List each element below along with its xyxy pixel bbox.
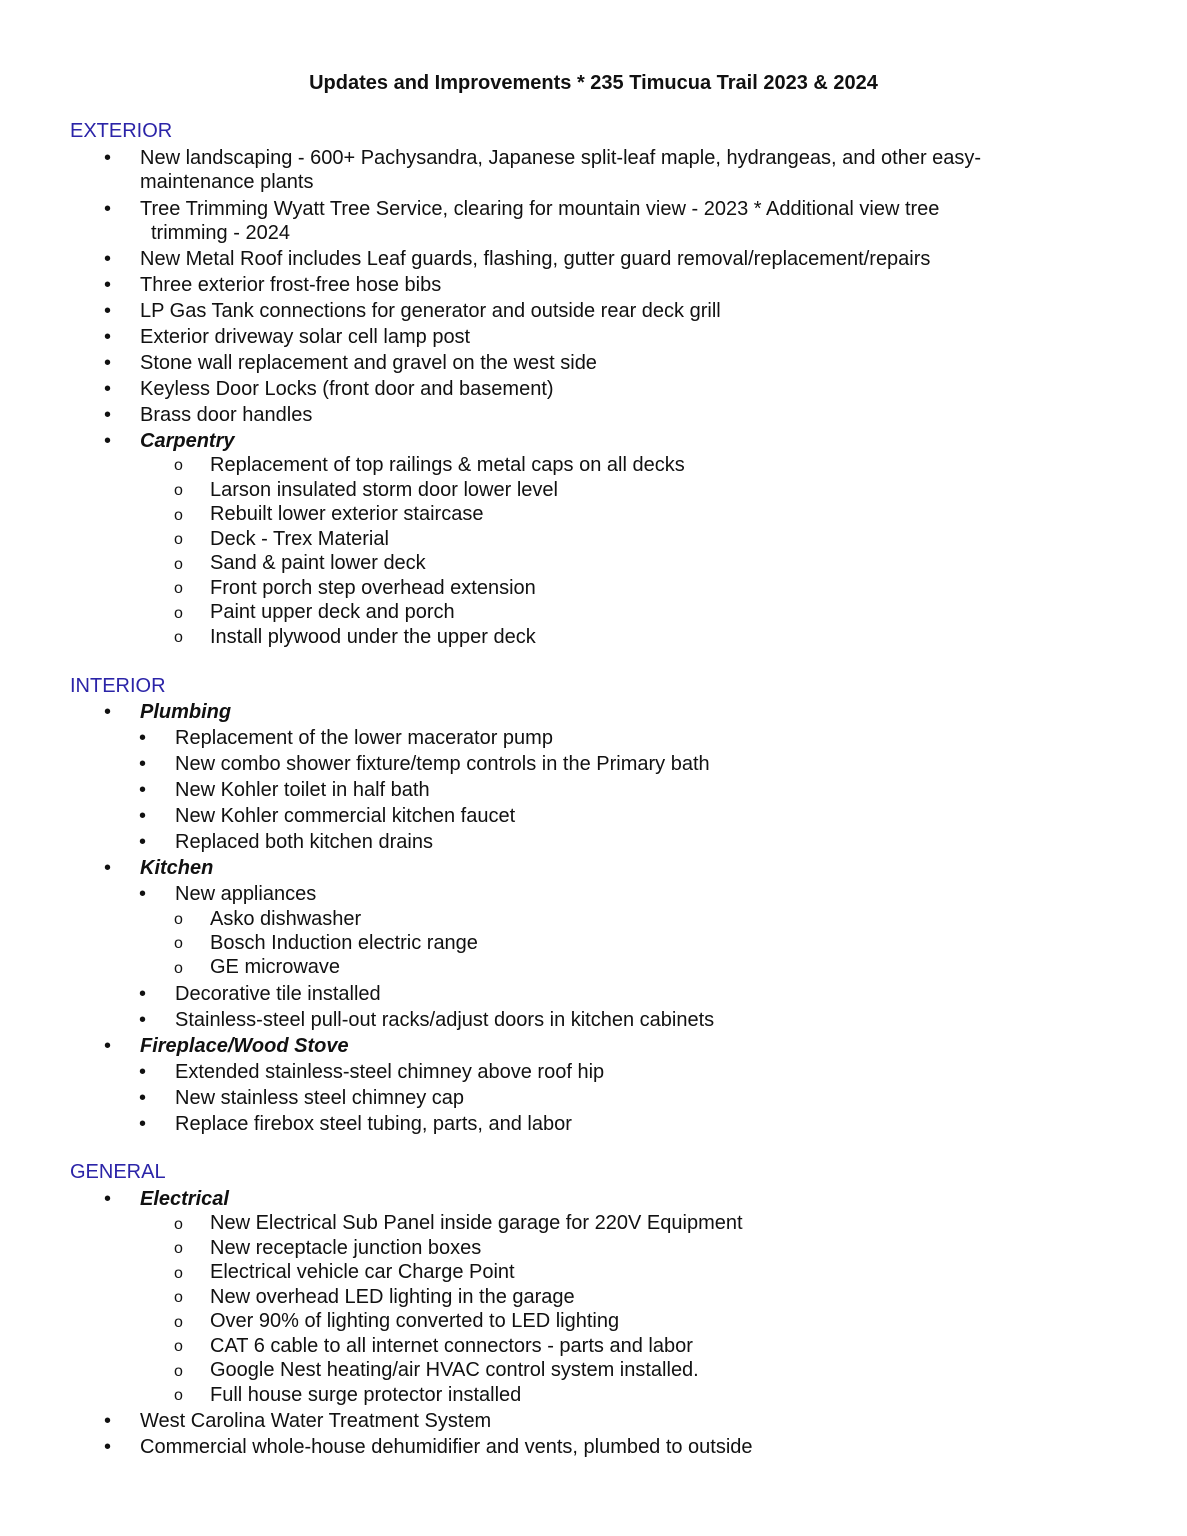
bullet-circle: o [174,605,183,622]
section-heading-exterior: EXTERIOR [70,120,173,142]
list-item: Commercial whole-house dehumidifier and vents, plumbed to outside [140,1436,753,1458]
list-item: Over 90% of lighting converted to LED lighting [210,1310,620,1332]
bullet-disc: • [104,274,112,296]
list-item: New appliances [175,883,317,905]
bullet-circle: o [174,580,183,597]
list-item: CAT 6 cable to all internet connectors - parts and labor [210,1335,693,1357]
subheading-plumbing: Plumbing [140,701,232,723]
bullet-disc: • [139,883,147,905]
bullet-disc: • [139,727,147,749]
bullet-circle: o [174,556,183,573]
list-item: Tree Trimming Wyatt Tree Service, clearing for mountain view - 2023 * Additional view tree [140,198,940,220]
bullet-disc: • [139,1087,147,1109]
bullet-disc: • [104,1035,112,1057]
bullet-disc: • [139,831,147,853]
list-item: Replace firebox steel tubing, parts, and labor [175,1113,572,1135]
list-item: Replacement of the lower macerator pump [175,727,553,749]
list-item: West Carolina Water Treatment System [140,1410,492,1432]
list-item: Three exterior frost-free hose bibs [140,274,442,296]
bullet-disc: • [104,1436,112,1458]
list-item: New overhead LED lighting in the garage [210,1286,575,1308]
list-item: Electrical vehicle car Charge Point [210,1261,515,1283]
bullet-circle: o [174,1314,183,1331]
list-item: New combo shower fixture/temp controls in the Primary bath [175,753,710,775]
list-item: New stainless steel chimney cap [175,1087,465,1109]
bullet-disc: • [139,1061,147,1083]
bullet-circle: o [174,1265,183,1282]
list-item: New Kohler commercial kitchen faucet [175,805,516,827]
list-item: Keyless Door Locks (front door and basement) [140,378,554,400]
bullet-circle: o [174,1216,183,1233]
bullet-disc: • [104,1410,112,1432]
list-item: Brass door handles [140,404,313,426]
bullet-circle: o [174,507,183,524]
bullet-disc: • [139,753,147,775]
bullet-disc: • [104,701,112,723]
list-item: Rebuilt lower exterior staircase [210,503,484,525]
list-item: Google Nest heating/air HVAC control system installed. [210,1359,699,1381]
list-item: LP Gas Tank connections for generator and outside rear deck grill [140,300,721,322]
bullet-circle: o [174,911,183,928]
list-item: New landscaping - 600+ Pachysandra, Japanese split-leaf maple, hydrangeas, and other easy- [140,147,982,169]
bullet-disc: • [104,198,112,220]
list-item: Full house surge protector installed [210,1384,522,1406]
bullet-disc: • [139,1113,147,1135]
list-item-continuation: maintenance plants [140,171,314,193]
list-item: Extended stainless-steel chimney above roof hip [175,1061,605,1083]
bullet-circle: o [174,1289,183,1306]
list-item: Exterior driveway solar cell lamp post [140,326,471,348]
subheading-electrical: Electrical [140,1188,229,1210]
list-item: Replaced both kitchen drains [175,831,433,853]
list-item: New Electrical Sub Panel inside garage for 220V Equipment [210,1212,743,1234]
bullet-circle: o [174,482,183,499]
bullet-circle: o [174,1240,183,1257]
list-item-continuation: trimming - 2024 [151,222,290,244]
list-item: Larson insulated storm door lower level [210,479,558,501]
bullet-disc: • [104,857,112,879]
bullet-disc: • [104,352,112,374]
list-item: GE microwave [210,956,341,978]
list-item: Stone wall replacement and gravel on the west side [140,352,597,374]
list-item: Asko dishwasher [210,908,362,930]
list-item: New Kohler toilet in half bath [175,779,430,801]
list-item: Bosch Induction electric range [210,932,478,954]
list-item: Decorative tile installed [175,983,381,1005]
bullet-disc: • [104,248,112,270]
list-item: Deck - Trex Material [210,528,389,550]
list-item: New Metal Roof includes Leaf guards, flashing, gutter guard removal/replacement/repairs [140,248,931,270]
list-item: Install plywood under the upper deck [210,626,536,648]
bullet-disc: • [104,378,112,400]
subheading-carpentry: Carpentry [140,430,235,452]
bullet-disc: • [104,404,112,426]
list-item: Front porch step overhead extension [210,577,536,599]
bullet-disc: • [104,1188,112,1210]
bullet-disc: • [139,805,147,827]
bullet-circle: o [174,457,183,474]
bullet-circle: o [174,1387,183,1404]
bullet-circle: o [174,935,183,952]
section-heading-general: GENERAL [70,1161,166,1183]
bullet-disc: • [104,430,112,452]
bullet-disc: • [139,1009,147,1031]
bullet-circle: o [174,531,183,548]
bullet-circle: o [174,629,183,646]
bullet-disc: • [139,983,147,1005]
list-item: Stainless-steel pull-out racks/adjust doors in kitchen cabinets [175,1009,715,1031]
list-item: Replacement of top railings & metal caps on all decks [210,454,685,476]
bullet-disc: • [139,779,147,801]
bullet-circle: o [174,1363,183,1380]
list-item: Sand & paint lower deck [210,552,426,574]
list-item: Paint upper deck and porch [210,601,455,623]
bullet-circle: o [174,1338,183,1355]
bullet-disc: • [104,300,112,322]
subheading-fireplace: Fireplace/Wood Stove [140,1035,349,1057]
page-title: Updates and Improvements * 235 Timucua Trail 2023 & 2024 [309,72,878,94]
section-heading-interior: INTERIOR [70,675,166,697]
list-item: New receptacle junction boxes [210,1237,482,1259]
bullet-circle: o [174,960,183,977]
bullet-disc: • [104,326,112,348]
subheading-kitchen: Kitchen [140,857,214,879]
bullet-disc: • [104,147,112,169]
